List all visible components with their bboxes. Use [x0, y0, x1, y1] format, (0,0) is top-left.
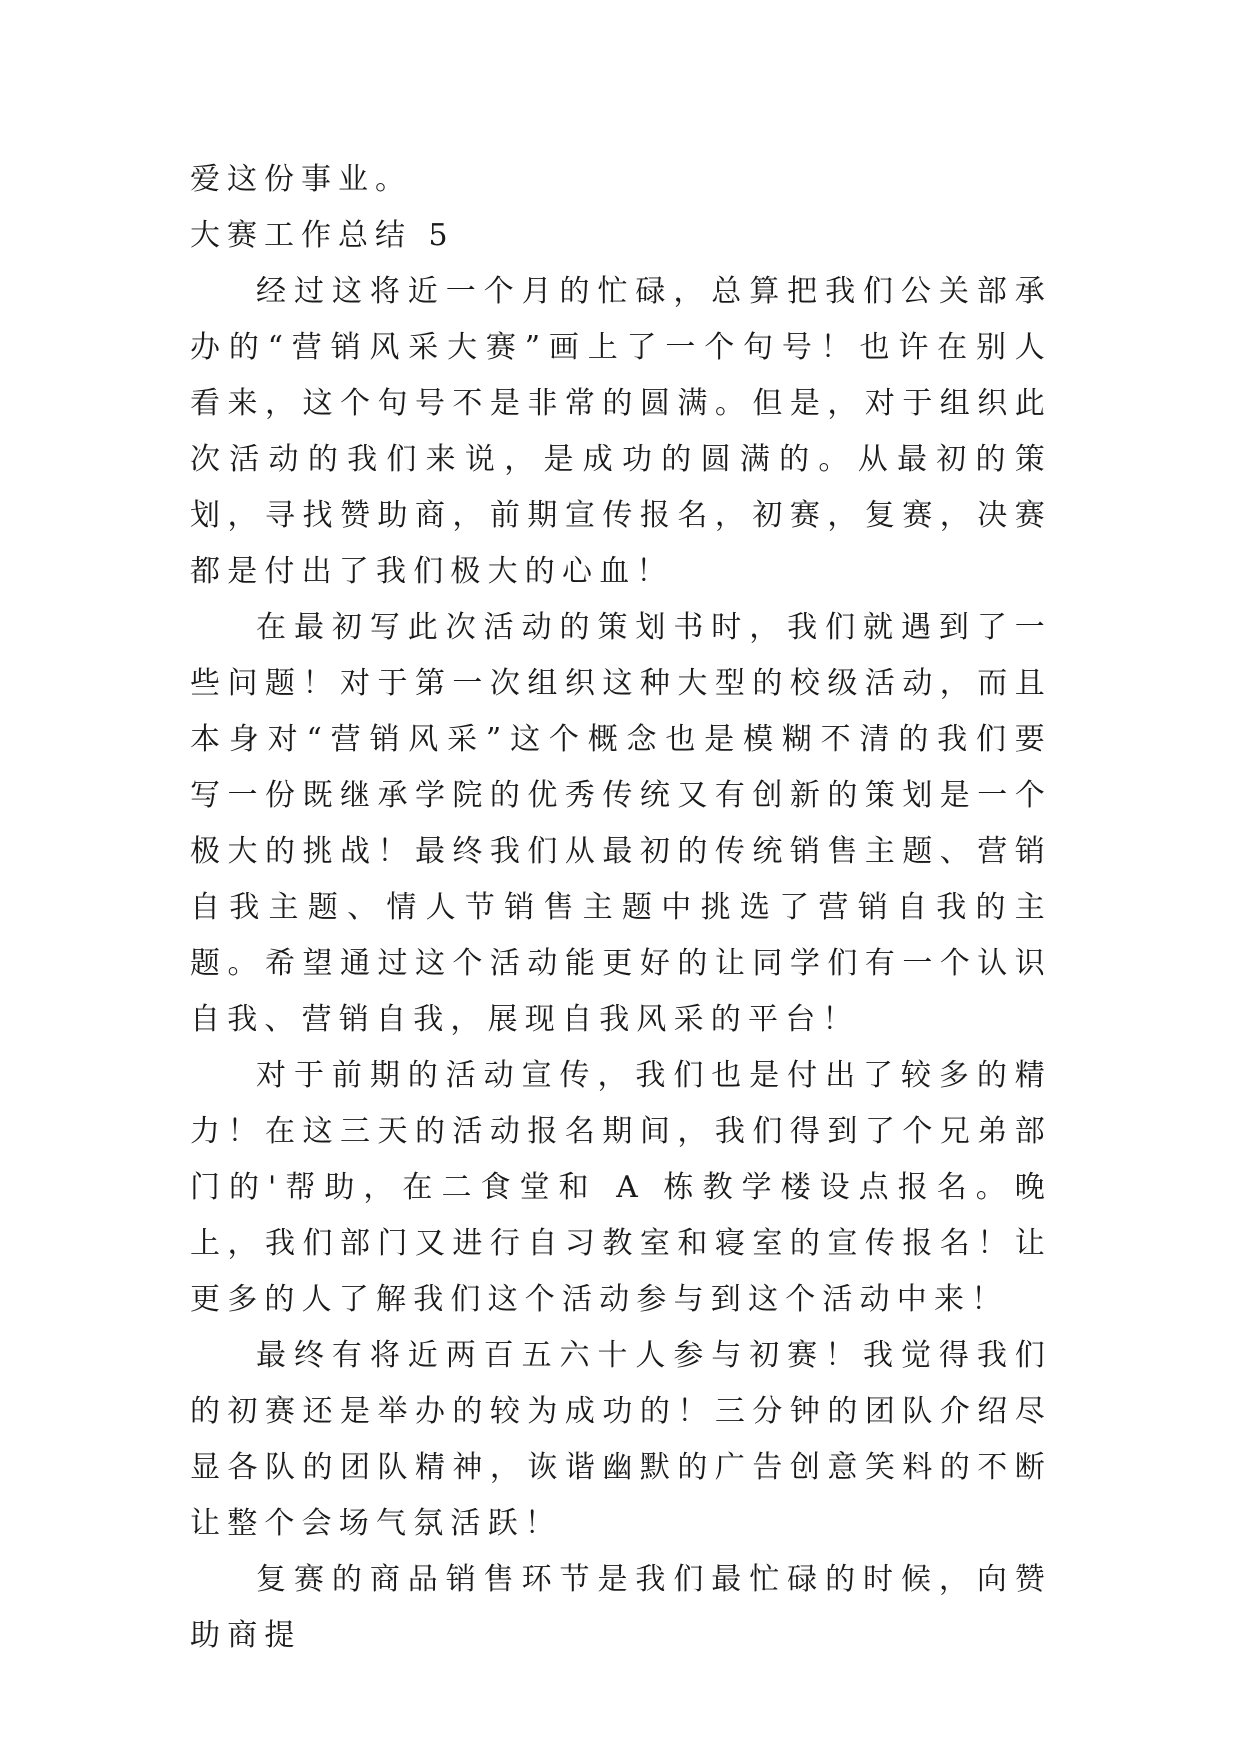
document-page: [190, 152, 1052, 1664]
paragraph: 在最初写此次活动的策划书时，我们就遇到了一些问题！对于第一次组织这种大型的校级活动，而且本身对“营销风采”这个概念也是模糊不清的我们要写一份既继承学院的优秀传统又有创新的策划是一个极大的挑战！最终我们从最初的传统销售主题、营销自我主题、情人节销售主题中挑选了营销自我的主题。希望通过这个活动能更好的让同学们有一个认识自我、营销自我，展现自我风采的平台！: [190, 610, 1052, 1037]
paragraph: 对于前期的活动宣传，我们也是付出了较多的精力！在这三天的活动报名期间，我们得到了个兄弟部门的'帮助，在二食堂和 A 栋教学楼设点报名。晚上，我们部门又进行自习教室和寝室的宣传报名！让更多的人了解我们这个活动参与到这个活动中来！: [190, 1058, 1052, 1317]
paragraph: 经过这将近一个月的忙碌，总算把我们公关部承办的“营销风采大赛”画上了一个句号！也许在别人看来，这个句号不是非常的圆满。但是，对于组织此次活动的我们来说，是成功的圆满的。从最初的策划，寻找赞助商，前期宣传报名，初赛，复赛，决赛都是付出了我们极大的心血！: [190, 274, 1052, 589]
paragraph: 复赛的商品销售环节是我们最忙碌的时候，向赞助商提: [190, 1562, 1052, 1653]
continuation-text: 爱这份事业。: [190, 162, 412, 197]
paragraph: 最终有将近两百五六十人参与初赛！我觉得我们的初赛还是举办的较为成功的！三分钟的团队介绍尽显各队的团队精神，诙谐幽默的广告创意笑料的不断让整个会场气氛活跃！: [190, 1338, 1052, 1541]
section-heading: 大赛工作总结 5: [190, 218, 455, 253]
